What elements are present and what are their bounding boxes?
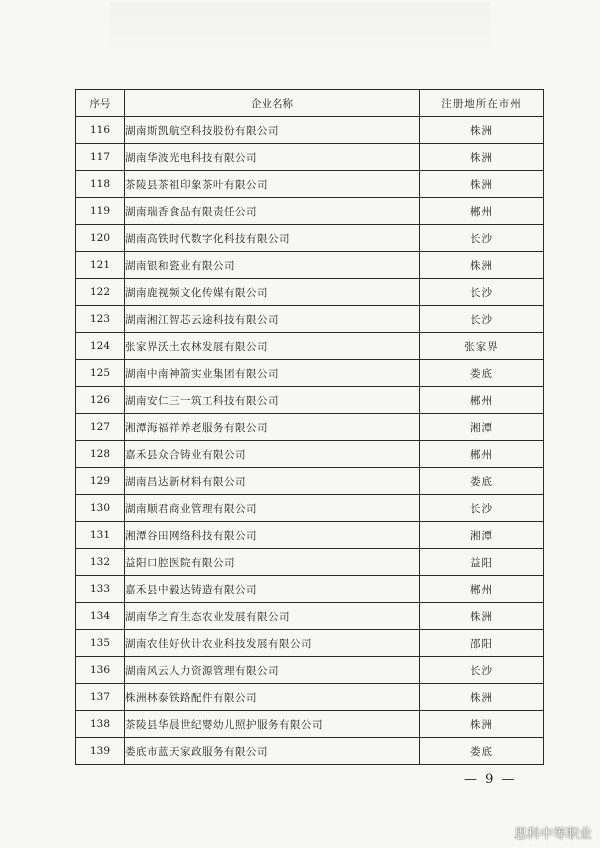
row-num: 132 xyxy=(76,549,125,576)
table-row xyxy=(76,306,544,333)
company-table xyxy=(75,89,544,765)
table-row xyxy=(76,144,544,171)
row-num: 125 xyxy=(76,360,125,387)
row-num: 138 xyxy=(76,711,125,738)
row-company-name: 湘潭海福祥养老服务有限公司 xyxy=(125,414,420,441)
table-row xyxy=(76,684,544,711)
row-num: 134 xyxy=(76,603,125,630)
row-num: 128 xyxy=(76,441,125,468)
table-row xyxy=(76,603,544,630)
table-row xyxy=(76,333,544,360)
table-row xyxy=(76,738,544,765)
row-city: 娄底 xyxy=(420,738,544,765)
row-company-name: 湖南昌达新材料有限公司 xyxy=(125,468,420,495)
row-company-name: 湖南鹿视频文化传媒有限公司 xyxy=(125,279,420,306)
table-row xyxy=(76,630,544,657)
faint-bleed-through xyxy=(110,2,490,62)
row-city: 郴州 xyxy=(420,387,544,414)
row-company-name: 湖南中南神箭实业集团有限公司 xyxy=(125,360,420,387)
row-num: 117 xyxy=(76,144,125,171)
watermark-text: 思科中等职业 xyxy=(513,827,592,842)
row-city: 株洲 xyxy=(420,252,544,279)
row-city: 娄底 xyxy=(420,468,544,495)
row-num: 120 xyxy=(76,225,125,252)
table-row xyxy=(76,711,544,738)
row-city: 娄底 xyxy=(420,360,544,387)
row-num: 139 xyxy=(76,738,125,765)
table-row xyxy=(76,198,544,225)
table-row xyxy=(76,360,544,387)
row-city: 株洲 xyxy=(420,684,544,711)
row-company-name: 湖南湘江智芯云途科技有限公司 xyxy=(125,306,420,333)
table-row xyxy=(76,657,544,684)
table-header-row xyxy=(76,90,544,117)
row-company-name: 湖南斯凯航空科技股份有限公司 xyxy=(125,117,420,144)
row-city: 郴州 xyxy=(420,198,544,225)
row-company-name: 湘潭谷田网络科技有限公司 xyxy=(125,522,420,549)
row-company-name: 嘉禾县中毅达铸造有限公司 xyxy=(125,576,420,603)
row-num: 123 xyxy=(76,306,125,333)
row-city: 长沙 xyxy=(420,279,544,306)
row-num: 122 xyxy=(76,279,125,306)
table-row xyxy=(76,117,544,144)
row-city: 郴州 xyxy=(420,576,544,603)
row-num: 119 xyxy=(76,198,125,225)
row-city: 郴州 xyxy=(420,441,544,468)
row-city: 株洲 xyxy=(420,711,544,738)
row-company-name: 湖南顺君商业管理有限公司 xyxy=(125,495,420,522)
row-city: 株洲 xyxy=(420,144,544,171)
row-city: 株洲 xyxy=(420,603,544,630)
table-row xyxy=(76,387,544,414)
row-num: 118 xyxy=(76,171,125,198)
header-name: 企业名称 xyxy=(125,90,420,117)
row-company-name: 湖南安仁三一筑工科技有限公司 xyxy=(125,387,420,414)
table-row xyxy=(76,171,544,198)
row-city: 邵阳 xyxy=(420,630,544,657)
row-num: 129 xyxy=(76,468,125,495)
table-row xyxy=(76,522,544,549)
row-num: 121 xyxy=(76,252,125,279)
row-city: 株洲 xyxy=(420,171,544,198)
row-city: 张家界 xyxy=(420,333,544,360)
row-company-name: 株洲林泰铁路配件有限公司 xyxy=(125,684,420,711)
row-num: 126 xyxy=(76,387,125,414)
table-row xyxy=(76,414,544,441)
row-num: 116 xyxy=(76,117,125,144)
row-num: 124 xyxy=(76,333,125,360)
row-company-name: 茶陵县茶祖印象茶叶有限公司 xyxy=(125,171,420,198)
row-num: 136 xyxy=(76,657,125,684)
row-city: 长沙 xyxy=(420,657,544,684)
table-row xyxy=(76,549,544,576)
row-city: 长沙 xyxy=(420,495,544,522)
row-company-name: 湖南风云人力资源管理有限公司 xyxy=(125,657,420,684)
table-row xyxy=(76,252,544,279)
row-company-name: 湖南银和瓷业有限公司 xyxy=(125,252,420,279)
table-row xyxy=(76,468,544,495)
row-company-name: 湖南高铁时代数字化科技有限公司 xyxy=(125,225,420,252)
row-city: 湘潭 xyxy=(420,522,544,549)
table-row xyxy=(76,279,544,306)
row-company-name: 湖南农佳好伙计农业科技发展有限公司 xyxy=(125,630,420,657)
row-company-name: 湖南华之育生态农业发展有限公司 xyxy=(125,603,420,630)
header-num: 序号 xyxy=(76,90,125,117)
row-num: 133 xyxy=(76,576,125,603)
page-number: — 9 — xyxy=(464,772,517,787)
row-company-name: 湖南瑞香食品有限责任公司 xyxy=(125,198,420,225)
table-body xyxy=(76,117,544,765)
row-num: 131 xyxy=(76,522,125,549)
row-num: 130 xyxy=(76,495,125,522)
row-company-name: 茶陵县华晨世纪婴幼儿照护服务有限公司 xyxy=(125,711,420,738)
row-company-name: 张家界沃土农林发展有限公司 xyxy=(125,333,420,360)
row-num: 137 xyxy=(76,684,125,711)
table-row xyxy=(76,225,544,252)
row-company-name: 益阳口腔医院有限公司 xyxy=(125,549,420,576)
table-row xyxy=(76,495,544,522)
row-city: 株洲 xyxy=(420,117,544,144)
table-row xyxy=(76,441,544,468)
row-company-name: 湖南华波光电科技有限公司 xyxy=(125,144,420,171)
row-city: 长沙 xyxy=(420,306,544,333)
row-company-name: 娄底市蓝天家政服务有限公司 xyxy=(125,738,420,765)
table-row xyxy=(76,576,544,603)
row-city: 长沙 xyxy=(420,225,544,252)
row-num: 135 xyxy=(76,630,125,657)
header-city: 注册地所在市州 xyxy=(420,90,544,117)
row-num: 127 xyxy=(76,414,125,441)
row-city: 湘潭 xyxy=(420,414,544,441)
row-company-name: 嘉禾县众合铸业有限公司 xyxy=(125,441,420,468)
row-city: 益阳 xyxy=(420,549,544,576)
